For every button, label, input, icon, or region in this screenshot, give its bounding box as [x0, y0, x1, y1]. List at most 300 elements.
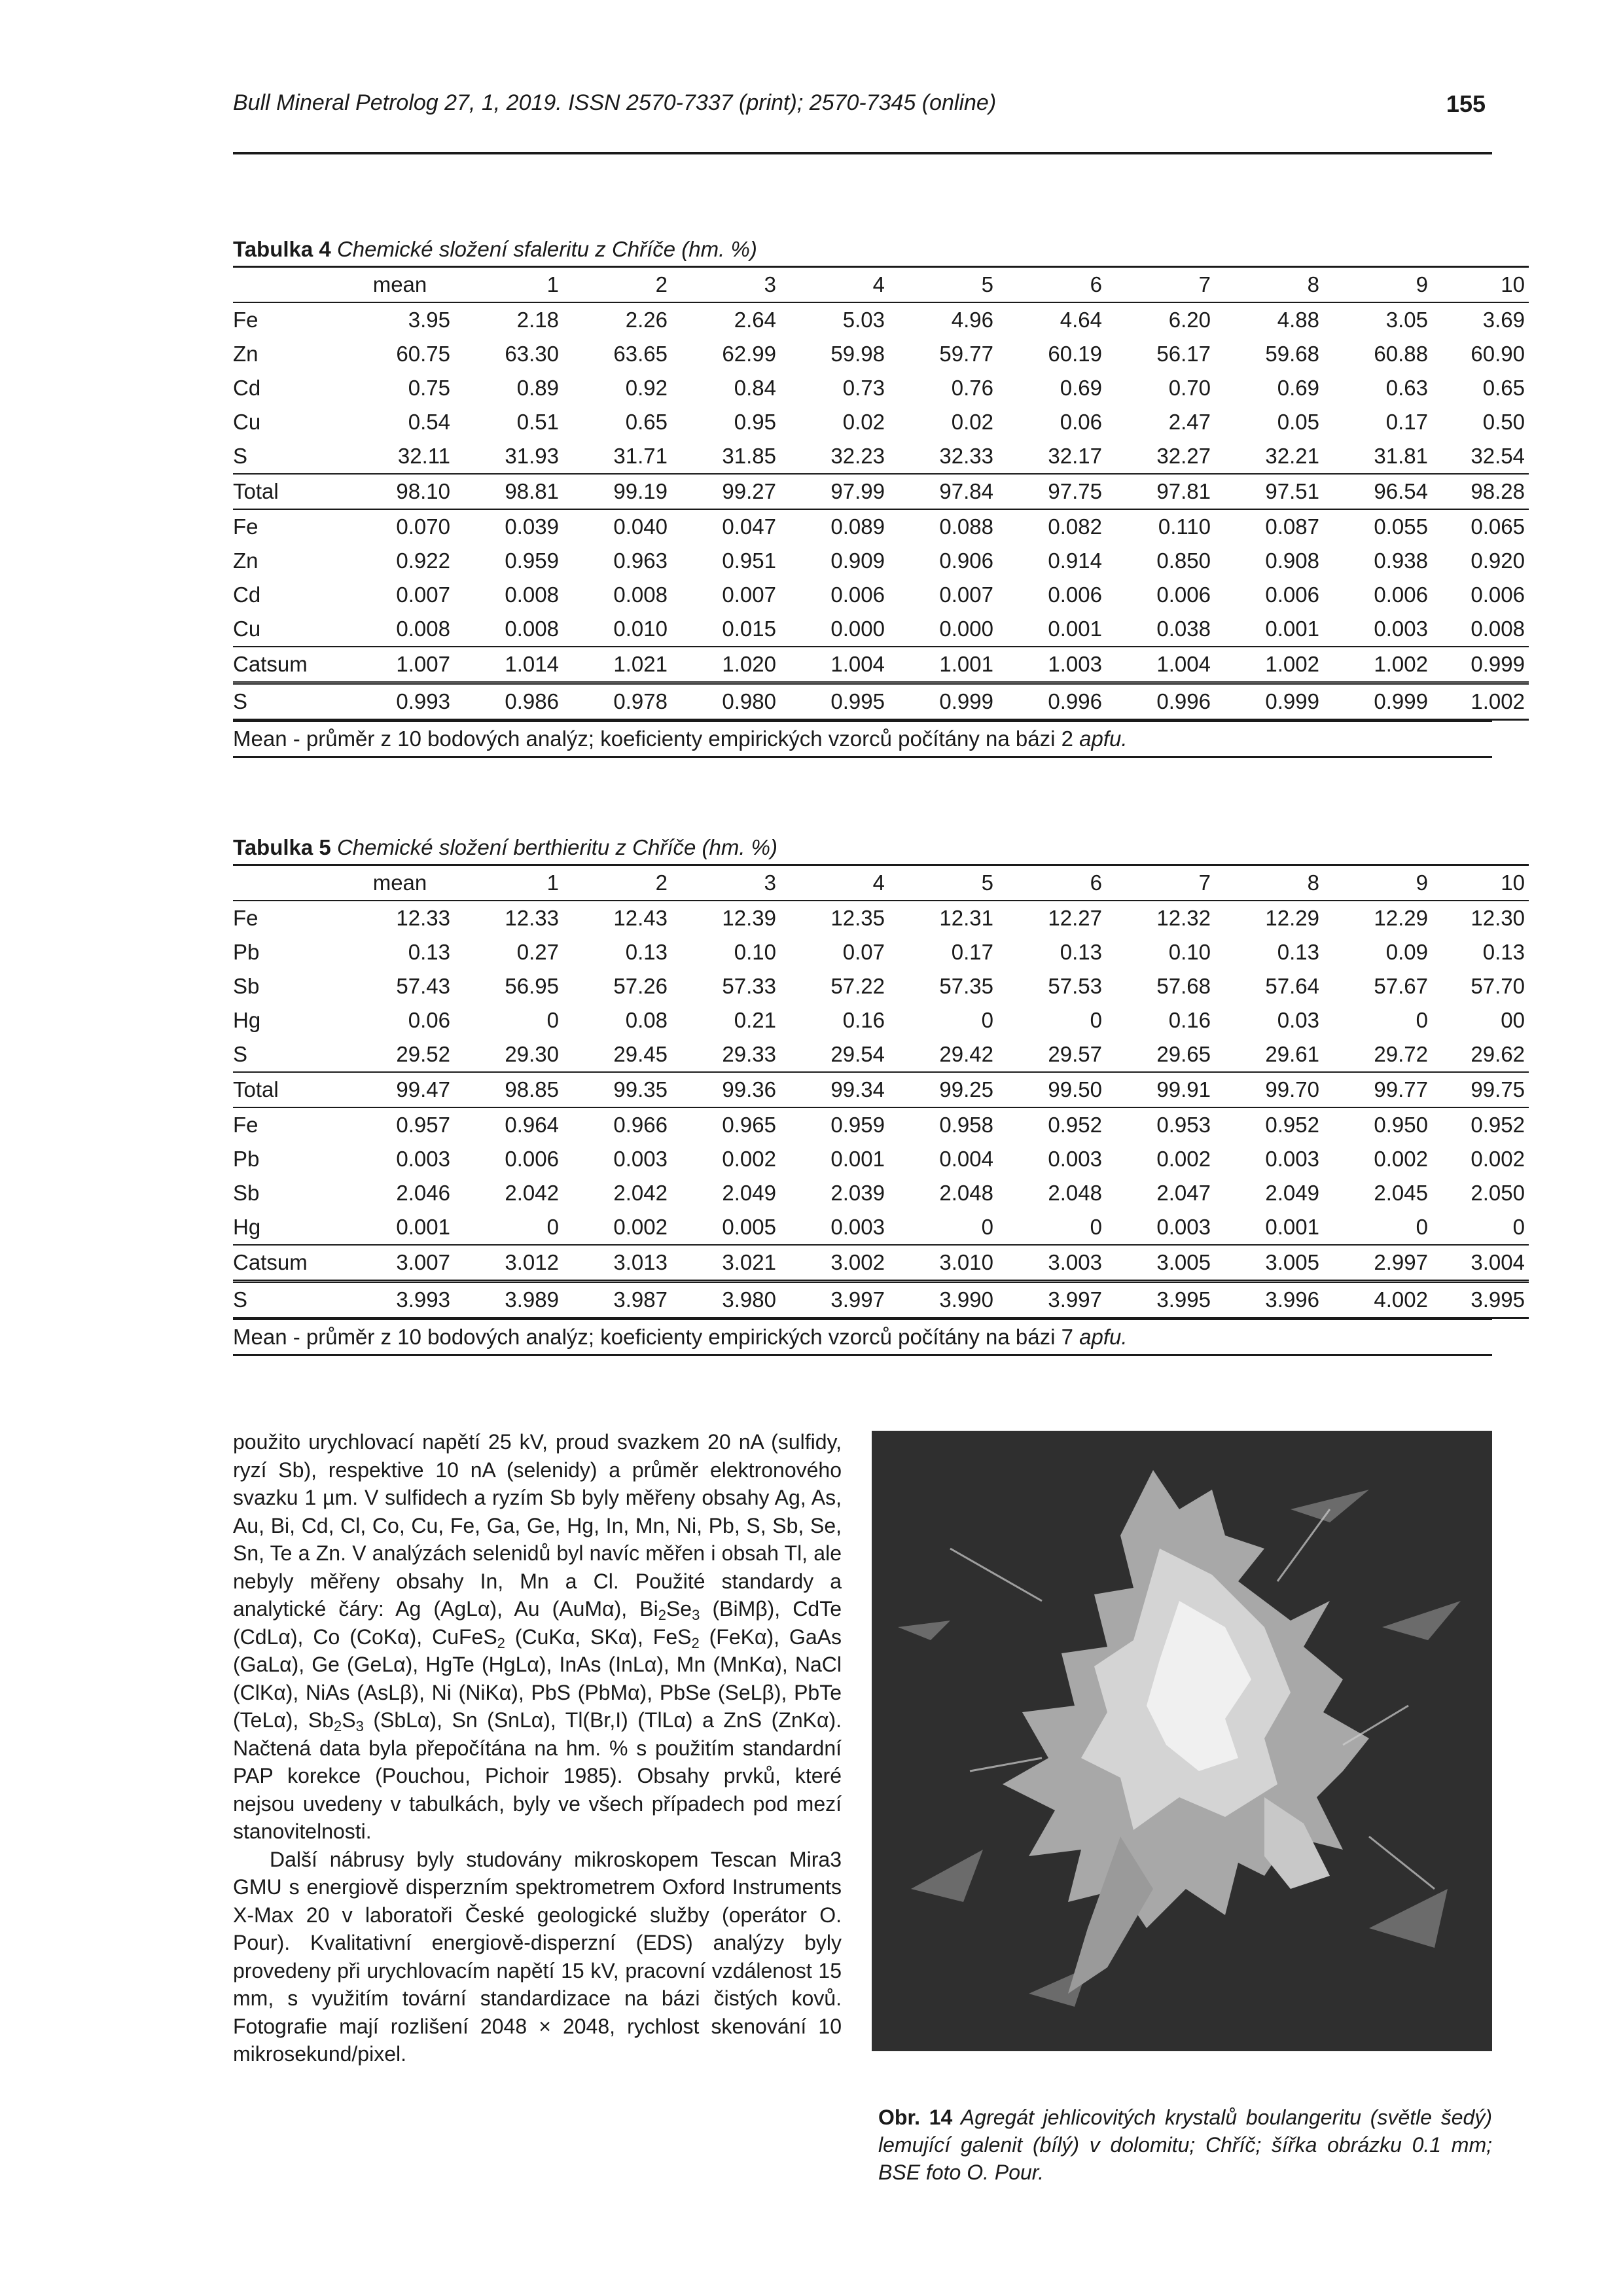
table-cell: 0.959	[505, 548, 559, 573]
row-label: S	[233, 683, 346, 720]
table-cell: 1.020	[671, 647, 780, 683]
column-header: 3	[671, 865, 780, 901]
table-cell: 29.30	[505, 1042, 559, 1066]
table-cell: 1.002	[1215, 647, 1323, 683]
column-header: mean	[346, 267, 454, 303]
table-cell: 0.010	[613, 617, 668, 641]
table-cell: 0.70	[1168, 376, 1211, 400]
row-label: S	[233, 1042, 248, 1066]
table-cell: 0.07	[842, 940, 885, 964]
table-cell: 12.39	[671, 901, 780, 935]
table-cell: 0.007	[722, 583, 776, 607]
table-cell: 0.909	[830, 548, 885, 573]
table-cell: 0.999	[889, 683, 997, 720]
table-cell: 32.23	[830, 444, 885, 468]
table-cell: 0.850	[1156, 548, 1211, 573]
table-cell: 0.76	[951, 376, 993, 400]
row-label: Catsum	[233, 647, 346, 683]
table-cell: 0	[1416, 1008, 1428, 1032]
column-header: 5	[889, 865, 997, 901]
table-cell: 0.002	[722, 1147, 776, 1171]
table-cell: 0.986	[454, 683, 563, 720]
table-cell: 1.004	[780, 647, 889, 683]
row-label: Cu	[233, 617, 261, 641]
table-row	[233, 969, 1529, 1003]
table-cell: 0.055	[1323, 509, 1432, 544]
table-cell: 0.008	[505, 583, 559, 607]
row-label: Catsum	[233, 1245, 346, 1282]
table-cell: 0.92	[625, 376, 668, 400]
column-header: mean	[346, 865, 454, 901]
table-cell: 0.959	[780, 1107, 889, 1142]
column-header: 9	[1323, 267, 1432, 303]
table-cell: 2.18	[454, 302, 563, 337]
table-cell: 0.906	[939, 548, 993, 573]
table-cell: 0.996	[997, 683, 1106, 720]
table-cell: 0.952	[1215, 1107, 1323, 1142]
table-cell: 57.68	[1156, 974, 1211, 998]
table-cell: 57.43	[396, 974, 450, 998]
table-cell: 0.002	[613, 1215, 668, 1239]
table-cell: 0.13	[1482, 940, 1525, 964]
table-cell: 3.996	[1215, 1282, 1323, 1318]
row-label: Total	[233, 474, 346, 509]
column-header: 4	[780, 865, 889, 901]
table-cell: 1.021	[563, 647, 671, 683]
table-cell: 3.997	[997, 1282, 1106, 1318]
table-cell: 0.003	[1265, 1147, 1319, 1171]
header-rule	[233, 152, 1492, 154]
text-run: (FeKα), GaAs (GaLα), Ge (GeLα), HgTe (HgLα), InAs (InLα), Mn (MnKα), NaCl (ClKα), NiAs (AsLβ), Ni (NiKα), PbS (PbMα), PbSe (SeLβ), PbTe (TeLα), Sb	[233, 1624, 842, 1732]
table-cell: 0.001	[396, 1215, 450, 1239]
row-label: Cu	[233, 410, 261, 434]
table-row	[233, 302, 1529, 337]
subscript: 3	[692, 1607, 700, 1623]
row-label: Zn	[233, 342, 259, 366]
table-cell: 0.89	[516, 376, 559, 400]
table-cell: 0.978	[563, 683, 671, 720]
table-row	[233, 1282, 1529, 1318]
table-cell: 0.02	[842, 410, 885, 434]
text-run: S	[342, 1708, 356, 1732]
table-row	[233, 1037, 1529, 1072]
table-cell: 0.995	[780, 683, 889, 720]
data-table	[233, 864, 1529, 1319]
column-header: 9	[1323, 865, 1432, 901]
table-cell: 29.52	[396, 1042, 450, 1066]
table-cell: 0.65	[1482, 376, 1525, 400]
table-cell: 0.951	[722, 548, 776, 573]
table-cell: 0.17	[951, 940, 993, 964]
column-header: 7	[1106, 267, 1215, 303]
table-cell: 32.11	[397, 444, 450, 468]
table-cell: 57.33	[722, 974, 776, 998]
table-cell: 99.75	[1432, 1072, 1529, 1107]
table-cell: 57.26	[613, 974, 668, 998]
table-cell: 0.958	[889, 1107, 997, 1142]
table-cell: 97.81	[1106, 474, 1215, 509]
table-cell: 29.57	[1048, 1042, 1102, 1066]
table-cell: 0.69	[1060, 376, 1102, 400]
table-cell: 99.70	[1215, 1072, 1323, 1107]
row-label: Pb	[233, 940, 260, 964]
column-header: 6	[997, 865, 1106, 901]
page-number: 155	[1446, 90, 1486, 117]
table-cell: 12.35	[780, 901, 889, 935]
table-cell: 3.013	[563, 1245, 671, 1282]
table-cell: 1.002	[1432, 683, 1529, 720]
table-cell: 0.003	[1048, 1147, 1102, 1171]
table-cell: 3.987	[563, 1282, 671, 1318]
table-cell: 0.980	[671, 683, 780, 720]
table-cell: 0.070	[346, 509, 454, 544]
table-cell: 0.06	[1060, 410, 1102, 434]
running-header	[233, 90, 1492, 122]
table-cell: 1.004	[1106, 647, 1215, 683]
table-cell: 2.049	[1265, 1181, 1319, 1205]
table-cell: 99.77	[1323, 1072, 1432, 1107]
table-cell: 0.008	[505, 617, 559, 641]
table-row	[233, 935, 1529, 969]
table-row	[233, 683, 1529, 720]
table-cell: 12.32	[1106, 901, 1215, 935]
table-cell: 62.99	[722, 342, 776, 366]
table-cell: 12.31	[889, 901, 997, 935]
table-cell: 2.042	[613, 1181, 668, 1205]
column-header: 1	[454, 865, 563, 901]
table-cell: 0.950	[1323, 1107, 1432, 1142]
table-note	[233, 1319, 1492, 1356]
table-cell: 99.50	[997, 1072, 1106, 1107]
table-cell: 0.06	[408, 1008, 450, 1032]
table-cell: 3.004	[1432, 1245, 1529, 1282]
column-header: 2	[563, 865, 671, 901]
table-cell: 0.006	[830, 583, 885, 607]
table-cell: 0.003	[613, 1147, 668, 1171]
table-cell: 0.002	[1471, 1147, 1525, 1171]
table-cell: 0	[1416, 1215, 1428, 1239]
table-cell: 32.54	[1471, 444, 1525, 468]
table-cell: 0.13	[408, 940, 450, 964]
table-cell: 0.008	[613, 583, 668, 607]
table-cell: 0.993	[346, 683, 454, 720]
table-cell: 0.17	[1385, 410, 1428, 434]
table-cell: 1.003	[997, 647, 1106, 683]
table-cell: 12.43	[563, 901, 671, 935]
column-header: 4	[780, 267, 889, 303]
table-cell: 0.038	[1156, 617, 1211, 641]
table-cell: 97.75	[997, 474, 1106, 509]
table-cell: 98.85	[454, 1072, 563, 1107]
table-cell: 0.50	[1482, 410, 1525, 434]
table-cell: 57.67	[1374, 974, 1428, 998]
table-cell: 0.003	[830, 1215, 885, 1239]
table-cell: 0	[546, 1215, 559, 1239]
table-cell: 97.51	[1215, 474, 1323, 509]
table-cell: 0	[1512, 1215, 1525, 1239]
table-title: Chemické složení berthieritu z Chříče (hm. %)	[336, 835, 778, 859]
row-label: S	[233, 444, 248, 468]
table-cell: 0.952	[1432, 1107, 1529, 1142]
table-cell: 0.008	[1471, 617, 1525, 641]
row-label: Sb	[233, 1181, 260, 1205]
table-cell: 0.13	[1277, 940, 1319, 964]
table-label: Tabulka 5	[233, 835, 331, 859]
table-cell: 4.64	[997, 302, 1106, 337]
table-cell: 59.77	[939, 342, 993, 366]
table-cell: 99.19	[563, 474, 671, 509]
table-cell: 3.995	[1432, 1282, 1529, 1318]
table-cell: 0.27	[516, 940, 559, 964]
table-cell: 2.997	[1323, 1245, 1432, 1282]
table-cell: 0.963	[613, 548, 668, 573]
table-cell: 3.003	[997, 1245, 1106, 1282]
table-row	[233, 474, 1529, 509]
table-cell: 0.84	[734, 376, 776, 400]
table-cell: 0.001	[1265, 1215, 1319, 1239]
table-cell: 0.065	[1432, 509, 1529, 544]
table-cell: 99.91	[1106, 1072, 1215, 1107]
table-label: Tabulka 4	[233, 237, 331, 261]
table-header-row	[233, 865, 1529, 901]
table-cell: 98.81	[454, 474, 563, 509]
table-cell: 0.922	[396, 548, 450, 573]
table-cell: 3.95	[346, 302, 454, 337]
table-cell: 29.42	[939, 1042, 993, 1066]
table-cell: 0.088	[889, 509, 997, 544]
table-cell: 3.989	[454, 1282, 563, 1318]
table-cell: 99.35	[563, 1072, 671, 1107]
table-cell: 57.53	[1048, 974, 1102, 998]
table-cell: 3.997	[780, 1282, 889, 1318]
table-title: Chemické složení sfaleritu z Chříče (hm. %)	[336, 237, 757, 261]
row-label: S	[233, 1282, 346, 1318]
table-cell: 0.110	[1106, 509, 1215, 544]
table-cell: 32.27	[1156, 444, 1211, 468]
table-row	[233, 544, 1529, 578]
row-label: Hg	[233, 1215, 261, 1239]
table-cell: 29.45	[613, 1042, 668, 1066]
table-row	[233, 337, 1529, 371]
table-cell: 3.980	[671, 1282, 780, 1318]
column-header: 1	[454, 267, 563, 303]
table-cell: 32.21	[1265, 444, 1319, 468]
table-cell: 3.993	[346, 1282, 454, 1318]
table-cell: 0.000	[939, 617, 993, 641]
text-run: (BiMβ), CdTe (CdLα), Co (CoKα), CuFeS	[233, 1597, 842, 1649]
subscript: 2	[497, 1634, 505, 1651]
table-cell: 0.999	[1215, 683, 1323, 720]
column-header: 6	[997, 267, 1106, 303]
table-cell: 0.089	[780, 509, 889, 544]
table-cell: 0.65	[625, 410, 668, 434]
header-corner	[233, 865, 346, 901]
table-cell: 12.33	[346, 901, 454, 935]
table-row	[233, 371, 1529, 405]
table-cell: 0.999	[1432, 647, 1529, 683]
table-cell: 2.050	[1471, 1181, 1525, 1205]
table-cell: 0.008	[396, 617, 450, 641]
row-label: Fe	[233, 302, 346, 337]
table-sphalerite	[233, 233, 1525, 758]
table-cell: 3.69	[1432, 302, 1529, 337]
journal-citation: Bull Mineral Petrolog 27, 1, 2019. ISSN 2570-7337 (print); 2570-7345 (online)	[233, 90, 997, 115]
table-cell: 4.002	[1323, 1282, 1432, 1318]
table-cell: 0	[1090, 1215, 1102, 1239]
table-cell: 99.27	[671, 474, 780, 509]
table-row	[233, 1245, 1529, 1282]
table-cell: 99.34	[780, 1072, 889, 1107]
table-cell: 31.85	[722, 444, 776, 468]
table-cell: 2.64	[671, 302, 780, 337]
table-cell: 57.22	[830, 974, 885, 998]
table-cell: 12.33	[454, 901, 563, 935]
table-cell: 3.002	[780, 1245, 889, 1282]
table-row	[233, 1142, 1529, 1176]
table-cell: 29.33	[722, 1042, 776, 1066]
subscript: 2	[333, 1718, 342, 1734]
column-header: 8	[1215, 865, 1323, 901]
table-cell: 31.71	[613, 444, 668, 468]
table-cell: 2.045	[1374, 1181, 1428, 1205]
row-label: Fe	[233, 901, 346, 935]
table-row	[233, 578, 1529, 612]
table-cell: 12.27	[997, 901, 1106, 935]
table-caption	[233, 233, 1492, 266]
table-cell: 0.966	[563, 1107, 671, 1142]
table-cell: 56.95	[505, 974, 559, 998]
table-cell: 97.99	[780, 474, 889, 509]
table-cell: 3.05	[1323, 302, 1432, 337]
table-cell: 60.19	[1048, 342, 1102, 366]
table-cell: 29.65	[1156, 1042, 1211, 1066]
table-cell: 31.93	[505, 444, 559, 468]
table-note-text: Mean - průměr z 10 bodových analýz; koeficienty empirických vzorců počítány na bázi 2	[233, 726, 1073, 751]
column-header: 10	[1432, 267, 1529, 303]
table-cell: 63.30	[505, 342, 559, 366]
column-header: 10	[1432, 865, 1529, 901]
table-cell: 0.006	[1471, 583, 1525, 607]
table-cell: 1.014	[454, 647, 563, 683]
paragraph: Další nábrusy byly studovány mikroskopem Tescan Mira3 GMU s energiově disperzním spektrometrem Oxford Instruments X-Max 20 v laboratoři České geologické služby (operátor O. Pour). Kvalitativní energiově-disperzní (EDS) analýzy byly provedeny při urychlovacím napětí 15 kV, pracovní vzdálenost 15 mm, s využitím tovární standardizace na bázi čistých kovů. Fotografie mají rozlišení 2048 × 2048, rychlost skenování 10 mikrosekund/pixel.	[233, 1847, 842, 2066]
table-cell: 2.048	[939, 1181, 993, 1205]
table-cell: 0.953	[1106, 1107, 1215, 1142]
table-cell: 0.73	[842, 376, 885, 400]
table-cell: 3.005	[1215, 1245, 1323, 1282]
table-cell: 12.29	[1323, 901, 1432, 935]
table-cell: 3.012	[454, 1245, 563, 1282]
table-cell: 4.88	[1215, 302, 1323, 337]
table-cell: 0.000	[830, 617, 885, 641]
table-cell: 0.004	[939, 1147, 993, 1171]
table-cell: 2.047	[1156, 1181, 1211, 1205]
text-run: Se	[666, 1597, 692, 1621]
table-cell: 00	[1501, 1008, 1525, 1032]
table-cell: 0.003	[1374, 617, 1428, 641]
table-cell: 3.005	[1106, 1245, 1215, 1282]
data-table	[233, 266, 1529, 721]
table-cell: 4.96	[889, 302, 997, 337]
table-cell: 3.021	[671, 1245, 780, 1282]
table-cell: 0.996	[1106, 683, 1215, 720]
table-cell: 3.007	[346, 1245, 454, 1282]
table-cell: 0.69	[1277, 376, 1319, 400]
bse-micrograph	[872, 1431, 1492, 2051]
table-cell: 0.54	[408, 410, 450, 434]
table-cell: 0.63	[1385, 376, 1428, 400]
table-cell: 1.007	[346, 647, 454, 683]
table-cell: 0.10	[734, 940, 776, 964]
table-row	[233, 1176, 1529, 1210]
table-cell: 12.30	[1432, 901, 1529, 935]
table-cell: 0.002	[1156, 1147, 1211, 1171]
column-header: 5	[889, 267, 997, 303]
table-cell: 0.965	[671, 1107, 780, 1142]
table-cell: 0.087	[1215, 509, 1323, 544]
row-label: Hg	[233, 1008, 261, 1032]
row-label: Sb	[233, 974, 260, 998]
table-cell: 0.003	[396, 1147, 450, 1171]
table-cell: 0.005	[722, 1215, 776, 1239]
text-run: (CuKα, SKα), FeS	[505, 1624, 692, 1649]
table-cell: 56.17	[1156, 342, 1211, 366]
table-cell: 32.33	[939, 444, 993, 468]
table-cell: 0.13	[625, 940, 668, 964]
table-note-unit: apfu.	[1079, 726, 1128, 751]
table-cell: 57.64	[1265, 974, 1319, 998]
row-label: Fe	[233, 509, 346, 544]
table-cell: 0.001	[1048, 617, 1102, 641]
table-cell: 0.006	[1048, 583, 1102, 607]
table-row	[233, 439, 1529, 474]
table-cell: 57.70	[1471, 974, 1525, 998]
table-cell: 2.26	[563, 302, 671, 337]
table-row	[233, 1072, 1529, 1107]
body-text	[233, 1428, 842, 2068]
table-cell: 0.51	[516, 410, 559, 434]
figure-caption-text: Agregát jehlicovitých krystalů boulangeritu (světle šedý) lemující galenit (bílý) v dolomitu; Chříč; šířka obrázku 0.1 mm; BSE foto O. Pour.	[878, 2106, 1493, 2184]
table-cell: 0.75	[408, 376, 450, 400]
table-cell: 59.68	[1265, 342, 1319, 366]
table-cell: 99.47	[346, 1072, 454, 1107]
table-cell: 0.02	[951, 410, 993, 434]
table-cell: 0.039	[454, 509, 563, 544]
table-cell: 0	[981, 1215, 993, 1239]
table-cell: 0.007	[939, 583, 993, 607]
table-row	[233, 405, 1529, 439]
table-cell: 63.65	[613, 342, 668, 366]
table-cell: 0.964	[454, 1107, 563, 1142]
column-header: 2	[563, 267, 671, 303]
table-berthierite	[233, 831, 1525, 1356]
paragraph	[233, 1428, 842, 1846]
table-row	[233, 901, 1529, 935]
subscript: 2	[691, 1634, 700, 1651]
table-cell: 2.039	[830, 1181, 885, 1205]
table-cell: 96.54	[1323, 474, 1432, 509]
table-cell: 0	[981, 1008, 993, 1032]
table-cell: 99.25	[889, 1072, 997, 1107]
table-cell: 0	[546, 1008, 559, 1032]
header-corner	[233, 267, 346, 303]
table-cell: 0.015	[722, 617, 776, 641]
table-cell: 0.952	[997, 1107, 1106, 1142]
table-cell: 0.006	[1156, 583, 1211, 607]
table-cell: 0.006	[505, 1147, 559, 1171]
table-cell: 0.001	[1265, 617, 1319, 641]
table-cell: 3.990	[889, 1282, 997, 1318]
table-cell: 2.046	[396, 1181, 450, 1205]
